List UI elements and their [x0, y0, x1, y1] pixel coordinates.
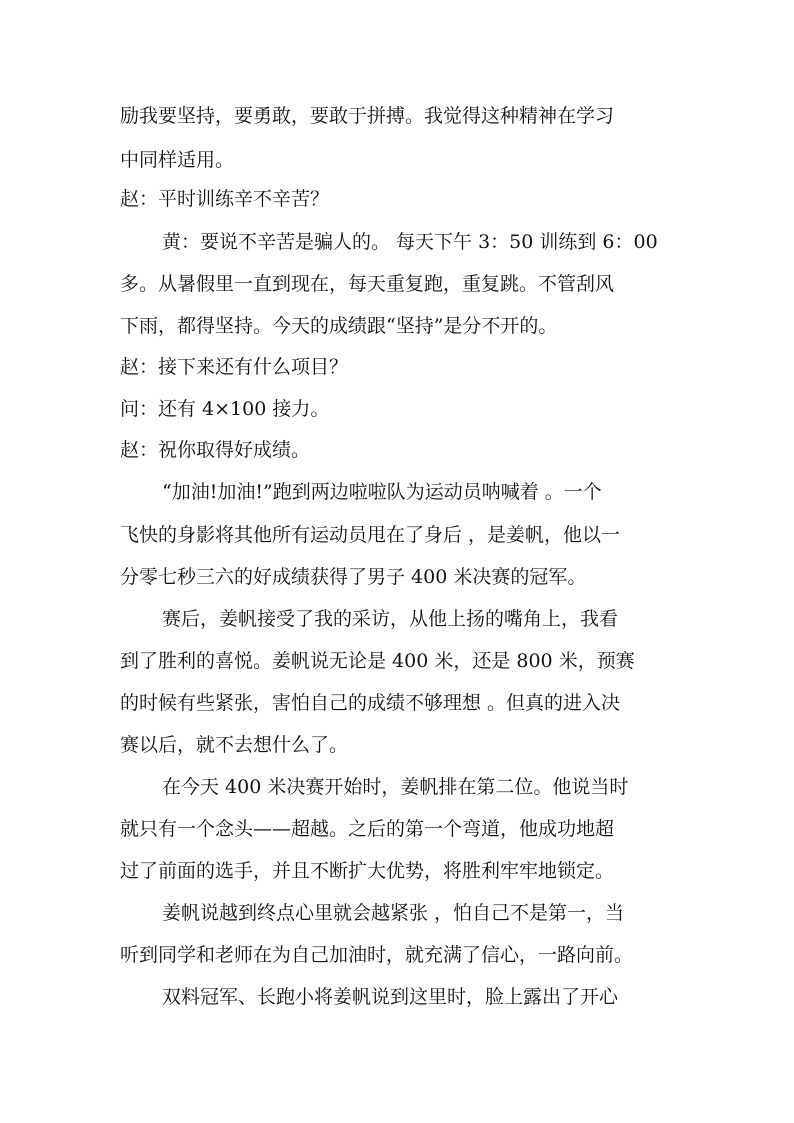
text-line: 的时候有些紧张，害怕自己的成绩不够理想 。但真的进入决 — [120, 692, 621, 714]
text-line: 问：还有 4×100 接力。 — [120, 398, 330, 420]
text-line: 赵：平时训练辛不辛苦？ — [120, 188, 330, 210]
text-line: 到了胜利的喜悦。姜帆说无论是 400 米，还是 800 米，预赛 — [120, 650, 635, 672]
text-line: 赵：接下来还有什么项目？ — [120, 356, 349, 378]
text-line: 姜帆说越到终点心里就会越紧张 ，怕自己不是第一，当 — [162, 902, 625, 924]
text-line: 励我要坚持，要勇敢，要敢于拼搏。我觉得这种精神在学习 — [120, 105, 615, 127]
text-line: 赵：祝你取得好成绩。 — [120, 439, 311, 461]
text-line: 黄：要说不辛苦是骗人的。 每天下午 3：50 训练到 6：00 — [162, 231, 658, 253]
text-line: 分零七秒三六的好成绩获得了男子 400 米决赛的冠军。 — [120, 566, 587, 588]
text-line: 下雨，都得坚持。今天的成绩跟“坚持”是分不开的。 — [120, 315, 558, 337]
text-line: “加油!加油!”跑到两边啦啦队为运动员呐喊着 。一个 — [162, 481, 602, 503]
text-line: 就只有一个念头——超越。之后的第一个弯道，他成功地超 — [120, 818, 615, 840]
text-line: 双料冠军、长跑小将姜帆说到这里时，脸上露出了开心 — [162, 986, 619, 1008]
text-line: 赛以后，就不去想什么了。 — [120, 734, 349, 756]
text-line: 多。从暑假里一直到现在，每天重复跑，重复跳。不管刮风 — [120, 273, 615, 295]
text-line: 飞快的身影将其他所有运动员甩在了身后 ，是姜帆，他以一 — [120, 524, 621, 546]
text-line: 过了前面的选手，并且不断扩大优势，将胜利牢牢地锁定。 — [120, 860, 615, 882]
text-line: 中同样适用。 — [120, 149, 235, 171]
text-line: 在今天 400 米决赛开始时，姜帆排在第二位。他说当时 — [162, 776, 629, 798]
text-line: 赛后，姜帆接受了我的采访，从他上扬的嘴角上，我看 — [162, 608, 619, 630]
text-line: 听到同学和老师在为自己加油时，就充满了信心，一路向前。 — [120, 944, 634, 966]
